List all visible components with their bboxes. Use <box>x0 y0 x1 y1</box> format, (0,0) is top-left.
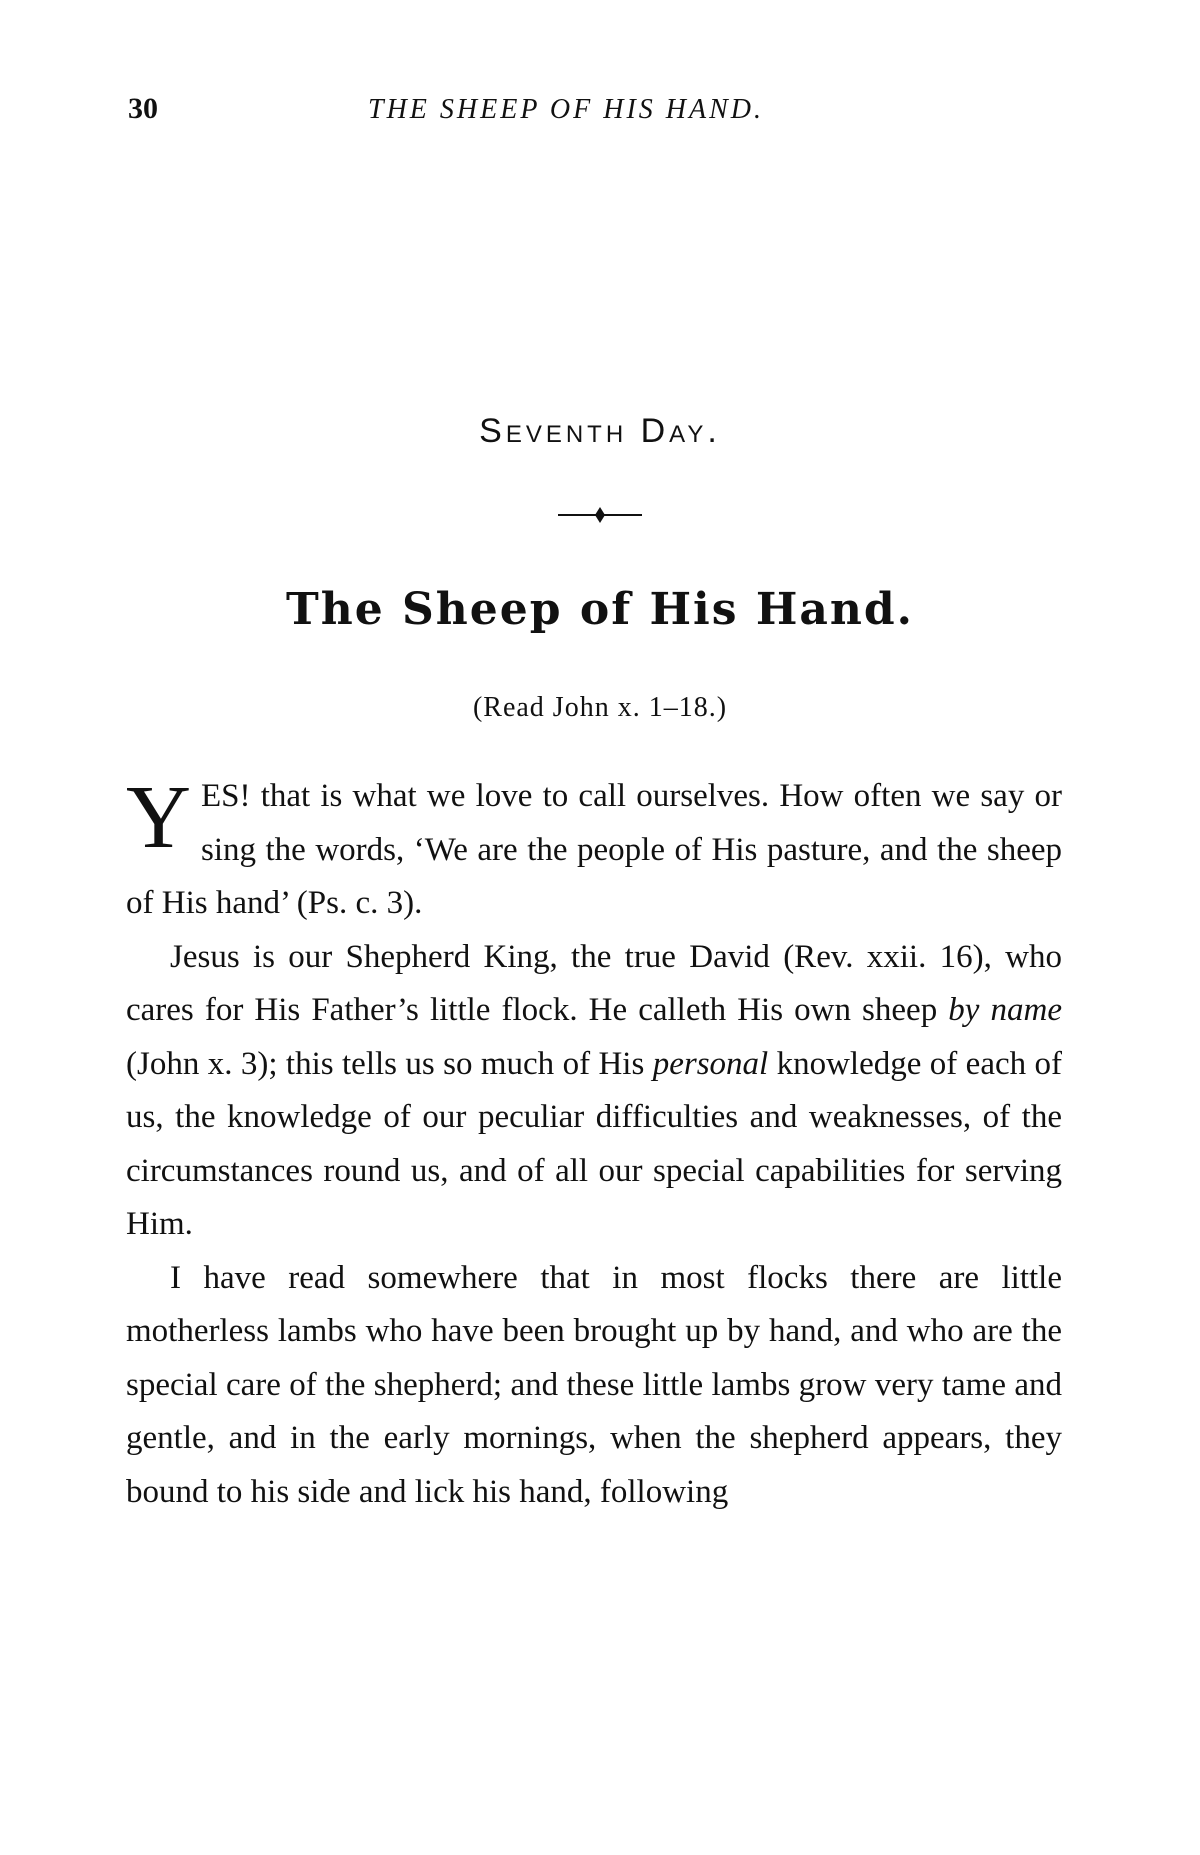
running-title: THE SHEEP OF HIS HAND. <box>368 94 765 125</box>
reading-reference: (Read John x. 1–18.) <box>472 692 728 723</box>
paragraph-1-text: ES! that is what we love to call ourselves. How often we say or sing the words, ‘We are the people of His pasture, and the sheep of His hand’ (Ps. c. 3). <box>126 778 1062 921</box>
paragraph-2 <box>126 931 1062 1252</box>
page-number: 30 <box>128 92 158 125</box>
paragraph-2-text-c: knowledge of each of us, the knowledge of our peculiar difficulties and weaknesses, of the circumstances round us, and of all our special capabilities for serving Him. <box>126 1045 1062 1242</box>
emphasis-by-name: by name <box>948 992 1062 1028</box>
emphasis-personal: personal <box>652 1045 769 1082</box>
body-text <box>126 770 1062 1519</box>
drop-cap: Y <box>126 768 191 867</box>
paragraph-2-text-a: Jesus is our Shepherd King, the true David (Rev. xxii. 16), who cares for His Father’s little flock. He calleth His own sheep <box>126 938 1062 1028</box>
paragraph-1 <box>126 770 1062 931</box>
section-heading: Seventh Day. <box>479 412 721 450</box>
running-head <box>128 92 1068 132</box>
chapter-title: The Sheep of His Hand. <box>285 584 914 635</box>
paragraph-3 <box>126 1252 1062 1520</box>
ornament-divider <box>558 505 642 525</box>
paragraph-3-text: I have read somewhere that in most flocks there are little motherless lambs who have been brought up by hand, and who are the special care of the shepherd; and these little lambs grow very tame and gentle, and in the early mornings, when the shepherd appears, they bound to his side and lick his hand, following <box>126 1259 1062 1510</box>
paragraph-2-text-b: (John x. 3); this tells us so much of His <box>126 1045 653 1082</box>
